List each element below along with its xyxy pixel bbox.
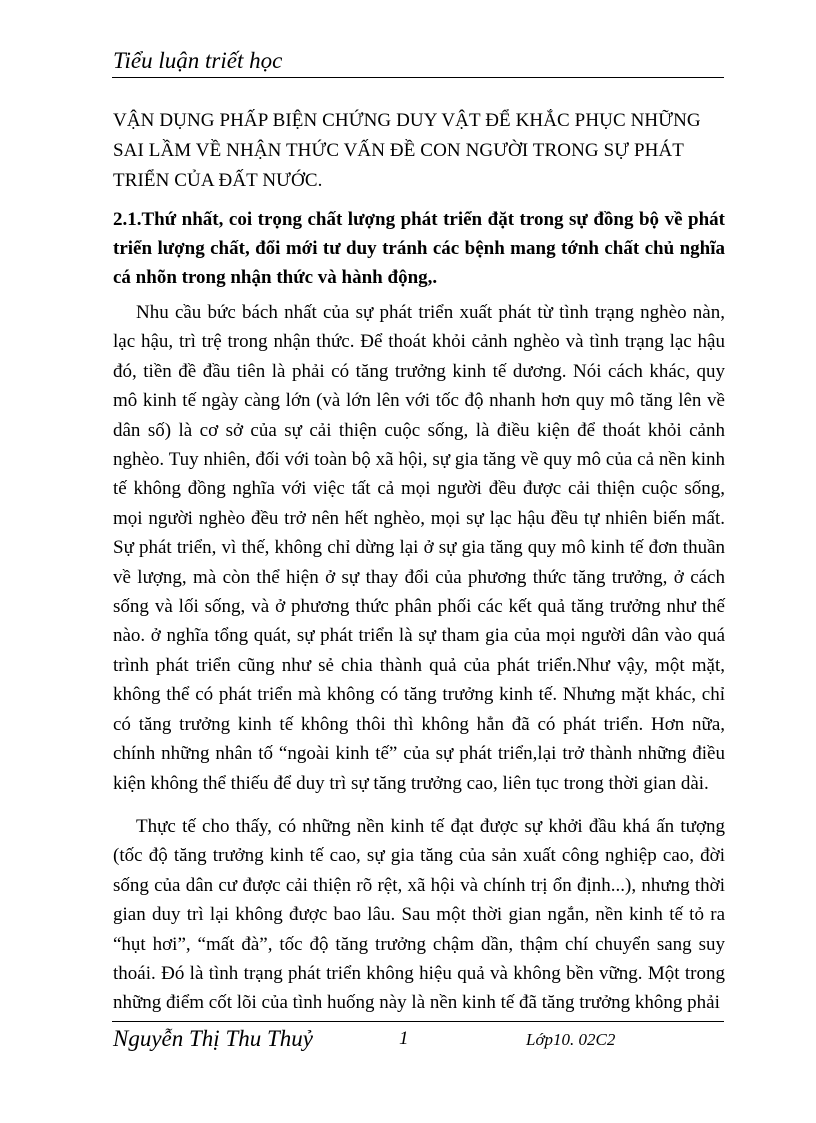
footer-divider (112, 1021, 724, 1022)
page-number: 1 (399, 1028, 409, 1049)
footer-author: Nguyễn Thị Thu Thuỷ (113, 1026, 313, 1051)
paragraph: Thực tế cho thấy, có những nền kinh tế đạt được sự khởi đầu khá ấn tượng (tốc độ tăng trưởng kinh tế cao, sự gia tăng của sản xuất công nghiệp cao, đời sống của dân cư được cải thiện rõ rệt, xã hội và chính trị ổn định...), nhưng thời gian duy trì lại không được bao lâu. Sau một thời gian ngắn, nền kinh tế tỏ ra “hụt hơi”, “mất đà”, tốc độ tăng trưởng chậm dần, thậm chí chuyển sang suy thoái. Đó là tình trạng phát triển không hiệu quả và không bền vững. Một trong những điểm cốt lõi của tình huống này là nền kinh tế đã tăng trưởng không phải (113, 815, 725, 1014)
section-heading: 2.1.Thứ nhất, coi trọng chất lượng phát triển đặt trong sự đồng bộ về phát triển lượng chất, đổi mới tư duy tránh các bệnh mang tớnh chất chủ nghĩa cá nhõn trong nhận thức và hành động,. (113, 209, 725, 288)
header-title: Tiểu luận triết học (113, 48, 283, 73)
header-divider (112, 77, 724, 78)
body-text (113, 298, 725, 1018)
chapter-title: VẬN DỤNG PHẤP BIỆN CHỨNG DUY VẬT ĐỂ KHẮC PHỤC NHỮNG SAI LẦM VỀ NHẬN THỨC VẤN ĐỀ CON NGƯỜI TRONG SỰ PHÁT TRIỂN CỦA ĐẤT NƯỚC. (113, 110, 701, 191)
paragraph: Nhu cầu bức bách nhất của sự phát triển xuất phát từ tình trạng nghèo nàn, lạc hậu, trì trệ trong nhận thức. Để thoát khỏi cảnh nghèo và tình trạng lạc hậu đó, tiền đề đầu tiên là phải có tăng trưởng kinh tế dương. Nói cách khác, quy mô kinh tế ngày càng lớn (và lớn lên với tốc độ nhanh hơn quy mô tăng lên về dân số) là cơ sở của sự cải thiện cuộc sống, là điều kiện để thoát khỏi cảnh nghèo. Tuy nhiên, đối với toàn bộ xã hội, sự gia tăng về quy mô của cả nền kinh tế không đồng nghĩa với việc tất cả mọi người đều được cải thiện cuộc sống, mọi người nghèo đều trở nên hết nghèo, mọi sự lạc hậu đều tự nhiên biến mất. Sự phát triển, vì thế, không chỉ dừng lại ở sự gia tăng quy mô kinh tế đơn thuần về lượng, mà còn thể hiện ở sự thay đổi của phương thức tăng trưởng, ở cách sống và lối sống, và ở phương thức phân phối các kết quả tăng trưởng như thế nào. ở nghĩa tổng quát, sự phát triển là sự tham gia của mọi người dân vào quá trình phát triển cũng như sẻ chia thành quả của phát triển.Như vậy, một mặt, không thể có phát triển mà không có tăng trưởng kinh tế. Nhưng mặt khác, chỉ có tăng trưởng kinh tế không thôi thì không hẳn đã có phát triển. Hơn nữa, chính những nhân tố “ngoài kinh tế” của sự phát triển,lại trở thành những điều kiện không thể thiếu để duy trì sự tăng trưởng cao, liên tục trong thời gian dài. (113, 302, 725, 794)
footer-class-label: Lớp10. 02C2 (526, 1030, 616, 1049)
